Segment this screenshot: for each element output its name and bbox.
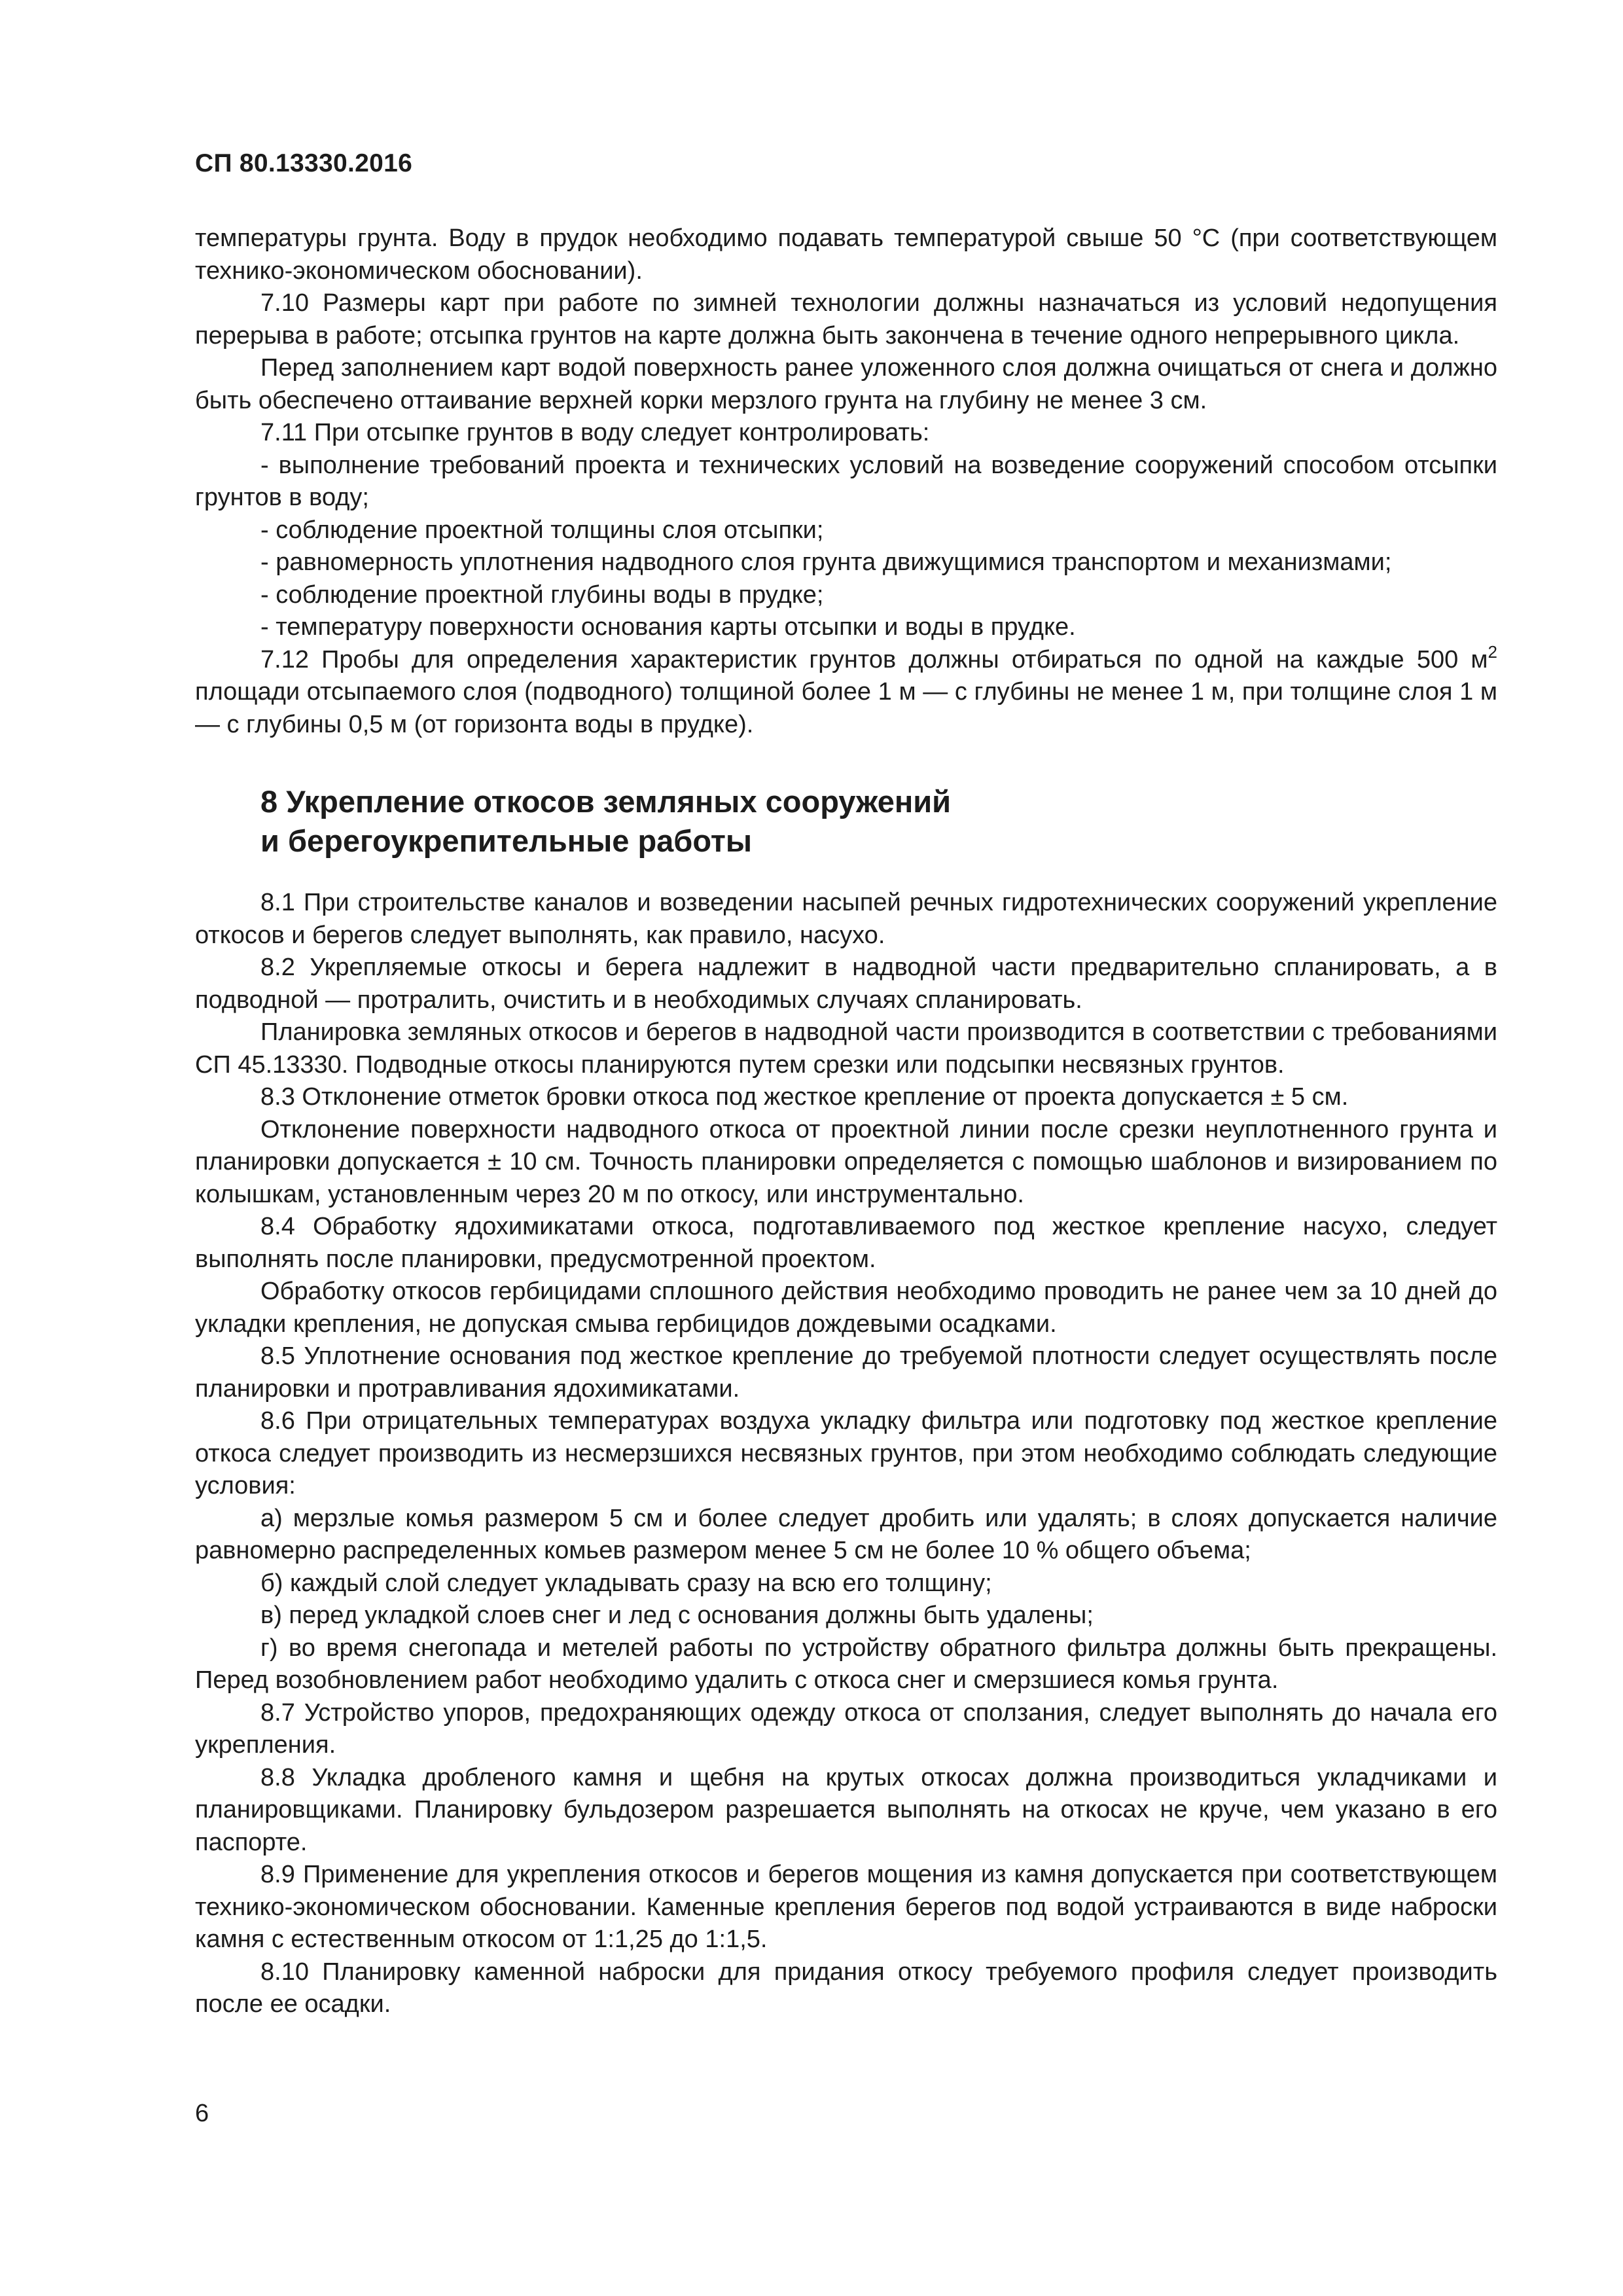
document-code: СП 80.13330.2016: [195, 149, 413, 177]
paragraph-text: 7.12 Пробы для определения характеристик грунтов должны отбираться по одной на каждые 500 м: [260, 645, 1488, 673]
list-item: - температуру поверхности основания карты отсыпки и воды в прудке.: [260, 613, 1076, 641]
paragraph-8-7: 8.7 Устройство упоров, предохраняющих одежду откоса от сползания, следует выполнять до начала его укрепления.: [195, 1698, 1497, 1759]
paragraph-7-11: 7.11 При отсыпке грунтов в воду следует контролировать:: [260, 419, 930, 446]
paragraph-text: площади отсыпаемого слоя (подводного) толщиной более 1 м — с глубины не менее 1 м, при толщине слоя 1 м — с глубины 0,5 м (от горизонта воды в прудке).: [195, 678, 1497, 738]
page-number: 6: [195, 2100, 209, 2127]
paragraph: Планировка земляных откосов и берегов в надводной части производится в соответствии с требованиями СП 45.13330. Подводные откосы планируются путем срезки или подсыпки несвязных грунтов.: [195, 1018, 1497, 1079]
list-item: - равномерность уплотнения надводного слоя грунта движущимися транспортом и механизмами;: [260, 548, 1392, 576]
list-item: г) во время снегопада и метелей работы по устройству обратного фильтра должны быть прекращены. Перед возобновлением работ необходимо удалить с откоса снег и смерзшиеся комья грунта.: [195, 1634, 1497, 1694]
list-item: б) каждый слой следует укладывать сразу на всю его толщину;: [260, 1569, 992, 1597]
paragraph-8-8: 8.8 Укладка дробленого камня и щебня на крутых откосах должна производиться укладчиками и планировщиками. Планировку бульдозером разрешается выполнять на откосах не круче, чем указано в его паспорте.: [195, 1763, 1497, 1856]
superscript: 2: [1488, 641, 1497, 662]
list-item: - соблюдение проектной толщины слоя отсыпки;: [260, 516, 824, 544]
section-heading-line: и берегоукрепительные работы: [260, 823, 753, 858]
section-heading-line: 8 Укрепление откосов земляных сооружений: [260, 784, 952, 819]
list-item: в) перед укладкой слоев снег и лед с основания должны быть удалены;: [260, 1602, 1094, 1629]
paragraph-8-9: 8.9 Применение для укрепления откосов и берегов мощения из камня допускается при соответствующем технико-экономическом обосновании. Каменные крепления берегов под водой устраиваются в виде наброски камня с естественным откосом от 1:1,25 до 1:1,5.: [195, 1861, 1497, 1953]
paragraph-8-2: 8.2 Укрепляемые откосы и берега надлежит в надводной части предварительно спланировать, а в подводной — протралить, очистить и в необходимых случаях спланировать.: [195, 954, 1497, 1014]
paragraph-8-10: 8.10 Планировку каменной наброски для придания откосу требуемого профиля следует производить после ее осадки.: [195, 1958, 1497, 2018]
paragraph-8-5: 8.5 Уплотнение основания под жесткое крепление до требуемой плотности следует осуществлять после планировки и протравливания ядохимикатами.: [195, 1342, 1497, 1403]
page-content: [195, 223, 1497, 2021]
paragraph: Обработку откосов гербицидами сплошного действия необходимо проводить не ранее чем за 10 дней до укладки крепления, не допуская смыва гербицидов дождевыми осадками.: [195, 1278, 1497, 1338]
paragraph-8-6: 8.6 При отрицательных температурах воздуха укладку фильтра или подготовку под жесткое крепление откоса следует производить из несмерзшихся несвязных грунтов, при этом необходимо соблюдать следующие условия:: [195, 1407, 1497, 1499]
list-item: - выполнение требований проекта и технических условий на возведение сооружений способом отсыпки грунтов в воду;: [195, 451, 1497, 511]
paragraph-8-3: 8.3 Отклонение отметок бровки откоса под жесткое крепление от проекта допускается ± 5 см.: [260, 1083, 1349, 1111]
paragraph: температуры грунта. Воду в прудок необходимо подавать температурой свыше 50 °С (при соответствующем технико-экономическом обосновании).: [195, 224, 1497, 285]
list-item: - соблюдение проектной глубины воды в прудке;: [260, 581, 824, 609]
paragraph-8-4: 8.4 Обработку ядохимикатами откоса, подготавливаемого под жесткое крепление насухо, следует выполнять после планировки, предусмотренной проектом.: [195, 1213, 1497, 1273]
paragraph-7-10: 7.10 Размеры карт при работе по зимней технологии должны назначаться из условий недопущения перерыва в работе; отсыпка грунтов на карте должна быть закончена в течение одного непрерывного цикла.: [195, 289, 1497, 350]
list-item: а) мерзлые комья размером 5 см и более следует дробить или удалять; в слоях допускается наличие равномерно распределенных комьев размером менее 5 см не более 10 % общего объема;: [195, 1504, 1497, 1564]
paragraph-7-12: [195, 641, 1497, 742]
paragraph-8-1: 8.1 При строительстве каналов и возведении насыпей речных гидротехнических сооружений укрепление откосов и берегов следует выполнять, как правило, насухо.: [195, 889, 1497, 949]
paragraph: Перед заполнением карт водой поверхность ранее уложенного слоя должна очищаться от снега и должно быть обеспечено оттаивание верхней корки мерзлого грунта на глубину не менее 3 см.: [195, 354, 1497, 414]
paragraph: Отклонение поверхности надводного откоса от проектной линии после срезки неуплотненного грунта и планировки допускается ± 10 см. Точность планировки определяется с помощью шаблонов и визированием по колышкам, установленным через 20 м по откосу, или инструментально.: [195, 1115, 1497, 1208]
section-heading: [195, 782, 1497, 861]
